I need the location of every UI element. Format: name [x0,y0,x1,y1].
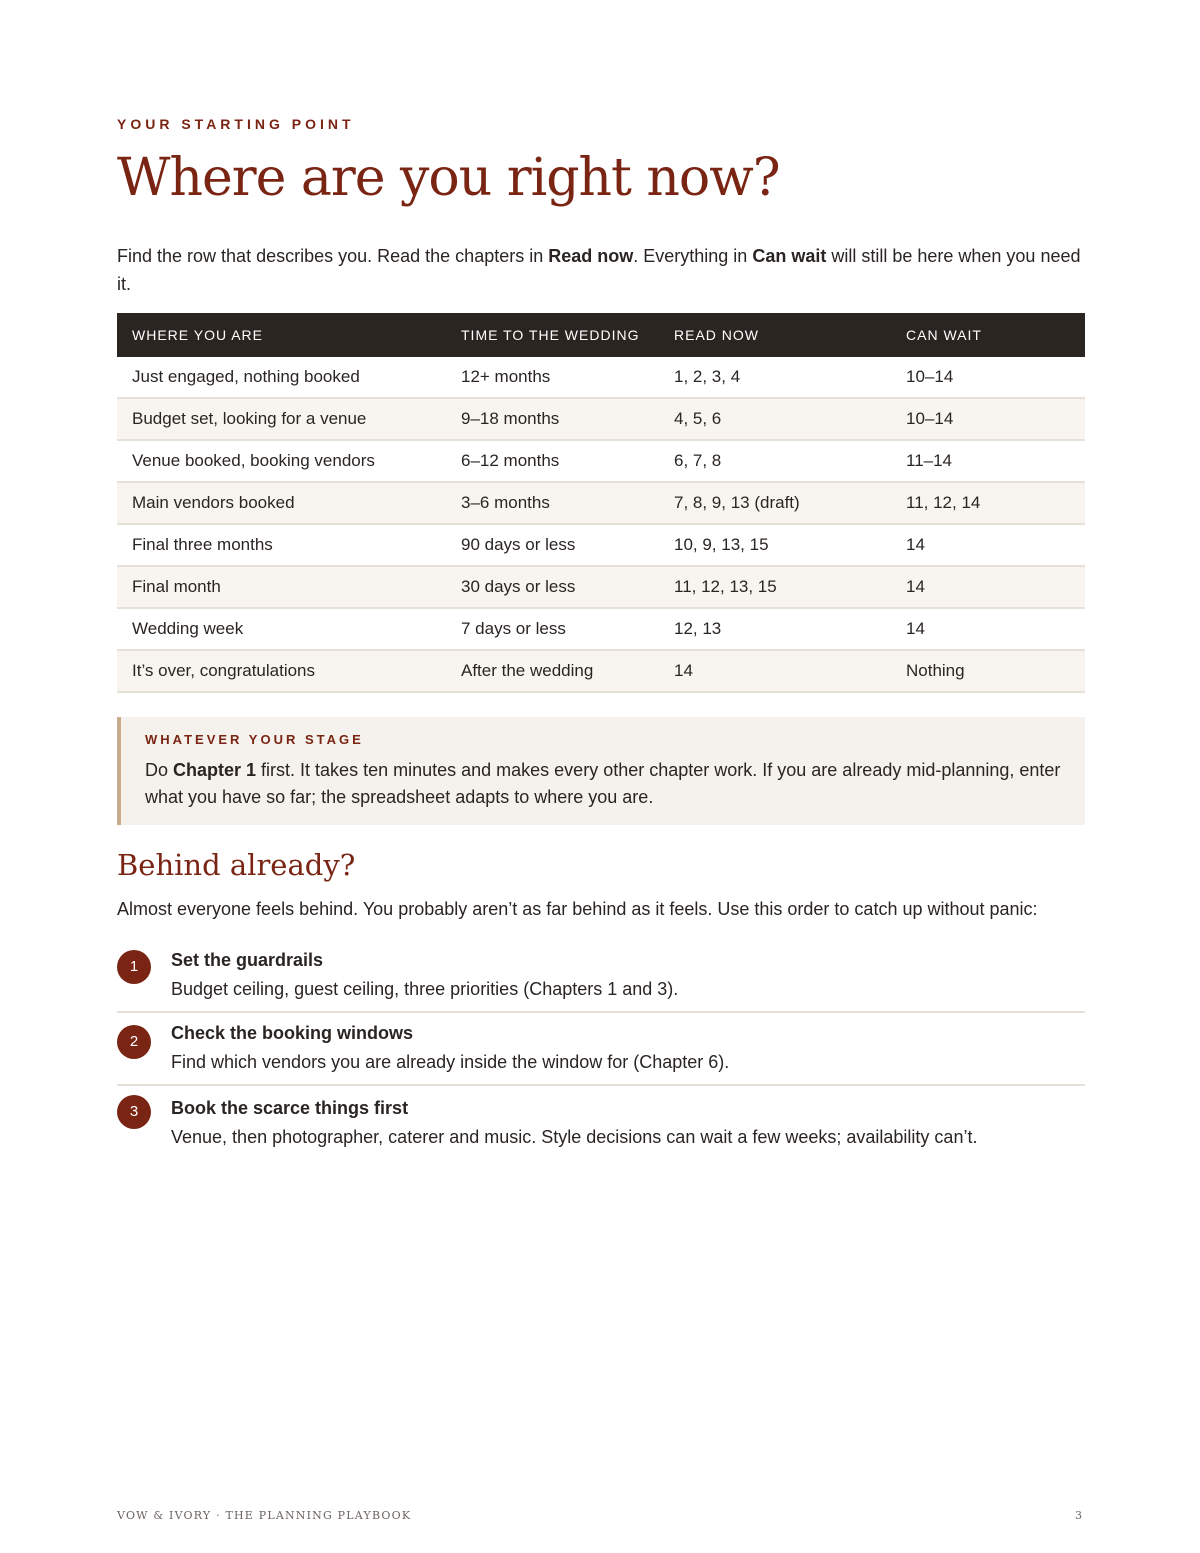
cell-read-now: 14 [659,650,891,692]
step-number-badge: 1 [117,950,151,984]
table-row [117,566,1085,608]
cell-time: After the wedding [446,650,659,692]
footer-running-title: VOW & IVORY · THE PLANNING PLAYBOOK [117,1509,412,1522]
intro-text-2: . Everything in [633,246,753,266]
intro-text-1: Find the row that describes you. Read the chapters in [117,246,549,266]
intro-paragraph [117,242,1085,298]
column-header-read-now: READ NOW [659,313,891,357]
step-number-badge: 2 [117,1025,151,1059]
column-header-can-wait: CAN WAIT [891,313,1085,357]
step-title: Book the scarce things first [171,1098,409,1118]
cell-time: 7 days or less [446,608,659,650]
cell-read-now: 1, 2, 3, 4 [659,357,891,398]
section-intro: Almost everyone feels behind. You probably aren’t as far behind as it feels. Use this order to catch up without panic: [117,899,1038,919]
step-title: Check the booking windows [171,1023,414,1043]
callout-text-2: first. It takes ten minutes and makes every other chapter work. If you are already mid-planning, enter what you have so far; the spreadsheet adapts to where you are. [145,760,1061,807]
cell-can-wait: 14 [891,608,1085,650]
callout-body [145,757,1065,811]
cell-where: Main vendors booked [117,482,446,524]
cell-read-now: 11, 12, 13, 15 [659,566,891,608]
step-body: Find which vendors you are already inside the window for (Chapter 6). [171,1052,730,1072]
cell-can-wait: 11, 12, 14 [891,482,1085,524]
stage-callout [117,717,1085,825]
cell-where: Final month [117,566,446,608]
cell-where: Final three months [117,524,446,566]
page-number: 3 [1075,1509,1082,1522]
cell-can-wait: 10–14 [891,357,1085,398]
callout-label: WHATEVER YOUR STAGE [145,732,364,747]
cell-read-now: 6, 7, 8 [659,440,891,482]
table-row [117,398,1085,440]
stage-table [117,313,1085,693]
cell-read-now: 7, 8, 9, 13 (draft) [659,482,891,524]
column-header-time: TIME TO THE WEDDING [446,313,659,357]
cell-time: 9–18 months [446,398,659,440]
cell-where: Venue booked, booking vendors [117,440,446,482]
table-row [117,608,1085,650]
table-row [117,650,1085,692]
cell-where: Budget set, looking for a venue [117,398,446,440]
step-body: Budget ceiling, guest ceiling, three priorities (Chapters 1 and 3). [171,979,679,999]
section-heading: Behind already? [117,848,356,882]
table-row [117,357,1085,398]
cell-can-wait: 11–14 [891,440,1085,482]
intro-text-3: will still be here when you need it. [117,246,1081,294]
eyebrow: YOUR STARTING POINT [117,116,355,132]
cell-read-now: 4, 5, 6 [659,398,891,440]
cell-time: 90 days or less [446,524,659,566]
divider [117,1011,1085,1013]
table-row [117,440,1085,482]
cell-where: Just engaged, nothing booked [117,357,446,398]
page-title: Where are you right now? [117,148,780,208]
cell-time: 3–6 months [446,482,659,524]
table-row [117,524,1085,566]
cell-time: 12+ months [446,357,659,398]
cell-where: Wedding week [117,608,446,650]
intro-bold-can-wait: Can wait [752,246,827,266]
step-number-badge: 3 [117,1095,151,1129]
cell-can-wait: 14 [891,566,1085,608]
step-body: Venue, then photographer, caterer and music. Style decisions can wait a few weeks; availability can’t. [171,1127,978,1147]
cell-time: 6–12 months [446,440,659,482]
cell-read-now: 12, 13 [659,608,891,650]
callout-bold-chapter: Chapter 1 [173,760,257,780]
step-title: Set the guardrails [171,950,324,970]
divider [117,1084,1085,1086]
intro-bold-read-now: Read now [548,246,634,266]
table-header-row [117,313,1085,357]
cell-time: 30 days or less [446,566,659,608]
cell-can-wait: Nothing [891,650,1085,692]
column-header-where: WHERE YOU ARE [117,313,446,357]
cell-can-wait: 14 [891,524,1085,566]
cell-read-now: 10, 9, 13, 15 [659,524,891,566]
table-row [117,482,1085,524]
callout-text-1: Do [145,760,174,780]
cell-where: It’s over, congratulations [117,650,446,692]
cell-can-wait: 10–14 [891,398,1085,440]
